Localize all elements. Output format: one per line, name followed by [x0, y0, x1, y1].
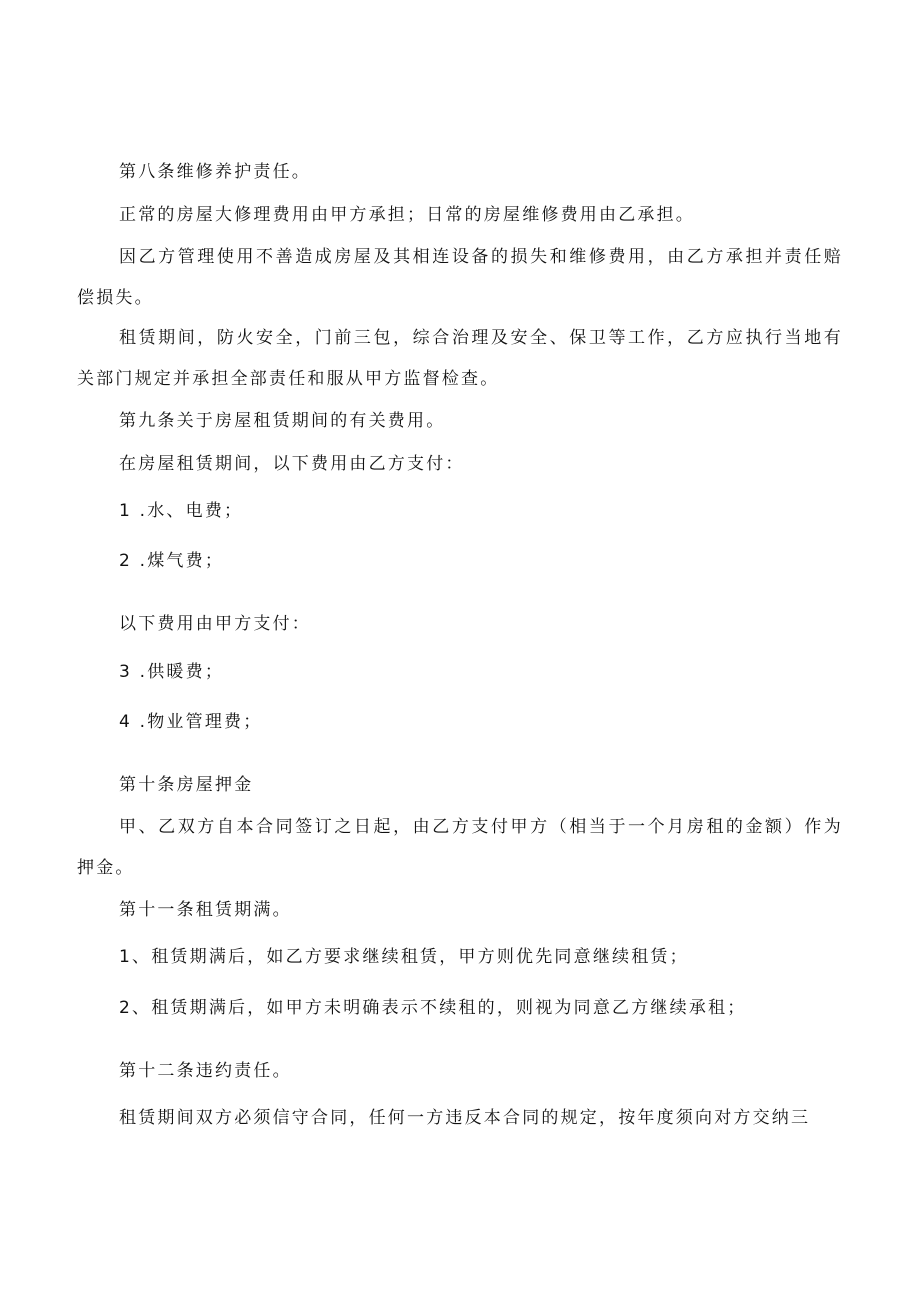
article-8-paragraph-2: 因乙方管理使用不善造成房屋及其相连设备的损失和维修费用，由乙方承担并责任赔偿损失。 — [77, 247, 843, 308]
article-9-title: 第九条关于房屋租赁期间的有关费用。 — [119, 411, 446, 431]
article-9-intro-tenant: 在房屋租赁期间，以下费用由乙方支付： — [119, 454, 465, 474]
article-8-title: 第八条维修养护责任。 — [119, 162, 311, 182]
article-11-item-1: 1、租赁期满后，如乙方要求继续租赁，甲方则优先同意继续租赁； — [119, 947, 689, 967]
article-11-item-2: 2、租赁期满后，如甲方未明确表示不续租的，则视为同意乙方继续承租； — [119, 998, 747, 1018]
article-8-paragraph-1: 正常的房屋大修理费用由甲方承担；日常的房屋维修费用由乙承担。 — [119, 205, 695, 225]
article-9-item-3: 3 .供暖费； — [119, 662, 225, 682]
article-11-title: 第十一条租赁期满。 — [119, 900, 292, 920]
article-9-intro-landlord: 以下费用由甲方支付： — [119, 614, 311, 634]
article-12-paragraph-1: 租赁期间双方必须信守合同，任何一方违反本合同的规定，按年度须向对方交纳三 — [119, 1108, 811, 1128]
article-9-item-1: 1 .水、电费； — [119, 501, 244, 521]
article-8-paragraph-3: 租赁期间，防火安全，门前三包，综合治理及安全、保卫等工作，乙方应执行当地有关部门规定并承担全部责任和服从甲方监督检查。 — [77, 328, 843, 389]
article-9-item-2: 2 .煤气费； — [119, 551, 225, 571]
article-10-title: 第十条房屋押金 — [119, 775, 254, 795]
article-10-paragraph-1: 甲、乙双方自本合同签订之日起，由乙方支付甲方（相当于一个月房租的金额）作为押金。 — [77, 817, 843, 878]
article-9-item-4: 4 .物业管理费； — [119, 712, 263, 732]
article-12-title: 第十二条违约责任。 — [119, 1061, 292, 1081]
